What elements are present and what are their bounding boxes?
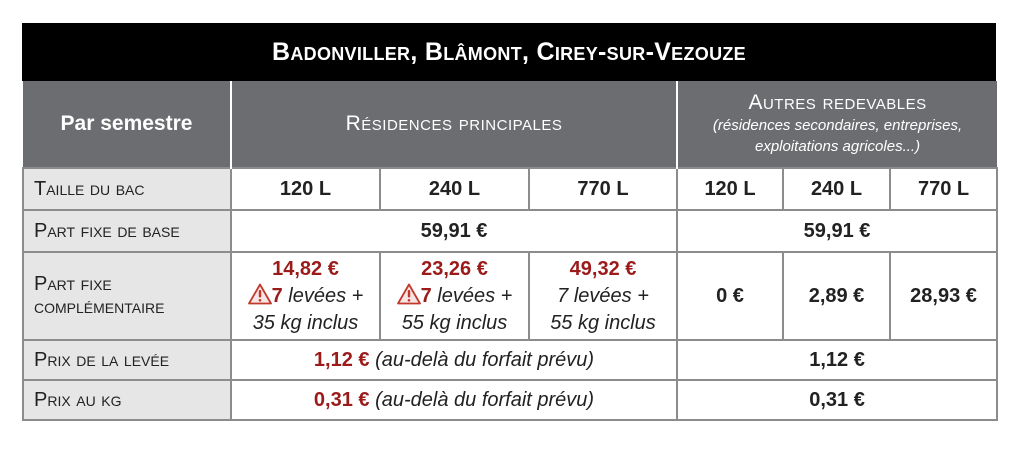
label-line-1: Part fixe bbox=[34, 273, 112, 295]
autres-title: Autres redevables bbox=[748, 91, 927, 114]
comp-price: 14,82 € bbox=[272, 257, 339, 280]
residences-header: Résidences principales bbox=[231, 81, 677, 168]
table-row bbox=[23, 168, 997, 210]
levee-autres-price: 1,12 € bbox=[677, 340, 997, 380]
tariff-table bbox=[22, 81, 998, 421]
table-row bbox=[23, 380, 997, 420]
table-row bbox=[23, 210, 997, 252]
row-label-kg: Prix au kg bbox=[23, 380, 231, 420]
table-row bbox=[23, 340, 997, 380]
kg-residences-note: (au-delà du forfait prévu) bbox=[369, 388, 595, 411]
autres-note-1: (résidences secondaires, entreprises, bbox=[712, 117, 963, 134]
levee-residences-note: (au-delà du forfait prévu) bbox=[369, 348, 595, 371]
bac-size-cell: 240 L bbox=[783, 168, 890, 210]
table-title: Badonviller, Blâmont, Cirey-sur-Vezouze bbox=[22, 23, 996, 81]
comp-levees bbox=[381, 283, 528, 310]
comp-r120-cell bbox=[231, 252, 380, 340]
comp-kg: 55 kg inclus bbox=[550, 311, 656, 334]
row-label-complementaire bbox=[23, 252, 231, 340]
period-header: Par semestre bbox=[23, 81, 231, 168]
base-autres-price: 59,91 € bbox=[677, 210, 997, 252]
comp-kg: 35 kg inclus bbox=[252, 311, 359, 334]
levees-text: levées + bbox=[282, 284, 364, 307]
base-residences-price: 59,91 € bbox=[231, 210, 677, 252]
bac-size-cell: 770 L bbox=[529, 168, 677, 210]
comp-price: 49,32 € bbox=[569, 257, 637, 280]
autres-header bbox=[677, 81, 997, 168]
row-label-levee: Prix de la levée bbox=[23, 340, 231, 380]
row-label-taille: Taille du bac bbox=[23, 168, 231, 210]
kg-residences-cell bbox=[231, 380, 677, 420]
label-line-2: complémentaire bbox=[34, 296, 165, 318]
levee-residences-price: 1,12 € bbox=[313, 348, 370, 371]
warning-icon bbox=[397, 283, 421, 305]
comp-a770-price: 28,93 € bbox=[890, 252, 997, 340]
levees-text: levées + bbox=[431, 284, 513, 307]
autres-note-2: exploitations agricoles...) bbox=[754, 138, 921, 155]
comp-price: 23,26 € bbox=[421, 257, 488, 280]
tariff-table-container bbox=[22, 23, 996, 421]
comp-a240-price: 2,89 € bbox=[783, 252, 890, 340]
levees-count: 7 bbox=[420, 284, 432, 307]
bac-size-cell: 240 L bbox=[380, 168, 529, 210]
kg-residences-price: 0,31 € bbox=[313, 388, 370, 411]
comp-a120-price: 0 € bbox=[677, 252, 783, 340]
row-label-base: Part fixe de base bbox=[23, 210, 231, 252]
bac-size-cell: 120 L bbox=[677, 168, 783, 210]
table-row bbox=[23, 252, 997, 340]
comp-r770-cell bbox=[529, 252, 677, 340]
levees-count: 7 bbox=[271, 284, 283, 307]
comp-kg: 55 kg inclus bbox=[401, 311, 508, 334]
comp-r240-cell bbox=[380, 252, 529, 340]
warning-icon bbox=[248, 283, 272, 305]
bac-size-cell: 120 L bbox=[231, 168, 380, 210]
comp-levees: 7 levées + bbox=[557, 284, 649, 307]
bac-size-cell: 770 L bbox=[890, 168, 997, 210]
kg-autres-price: 0,31 € bbox=[677, 380, 997, 420]
header-row bbox=[23, 81, 997, 168]
comp-levees bbox=[232, 283, 379, 310]
levee-residences-cell bbox=[231, 340, 677, 380]
